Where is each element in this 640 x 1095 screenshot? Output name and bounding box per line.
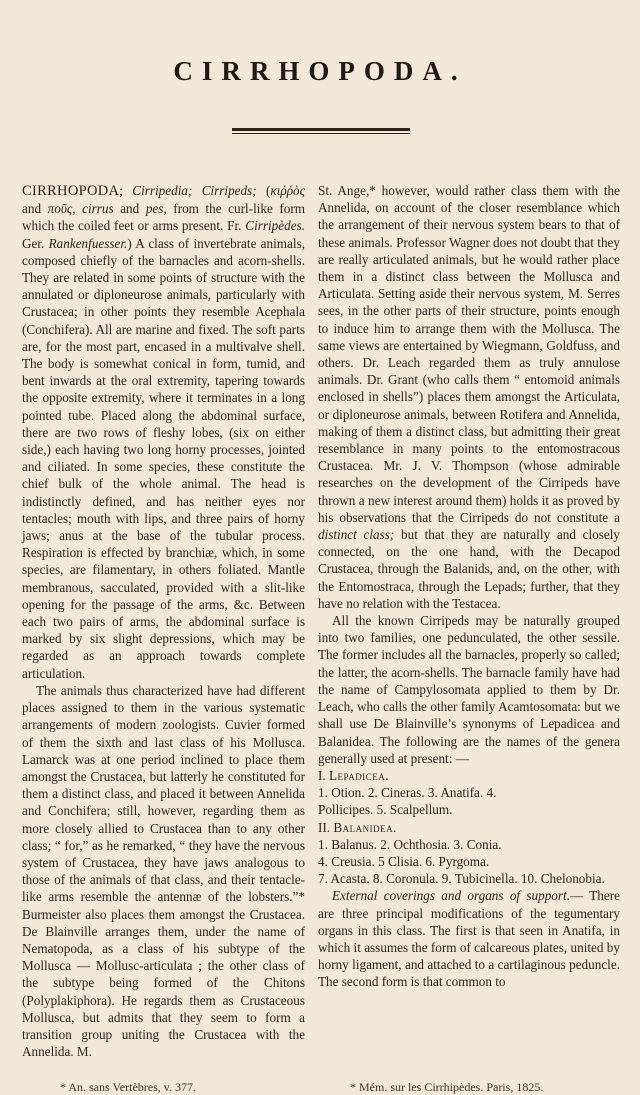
emphasis: distinct class; [318,527,395,543]
names-italic: Cirripedia; Cirripeds; [132,183,257,198]
right-paragraph-3 [318,887,620,990]
text-run: but that they are naturally and closely connected, on the one hand, with the Decapod Crustacea, through the Balanids, and, on the other, with the Entomostraca, through the Lepads; further, that they have no relation with the Testacea. [318,527,620,611]
family-name: Lepadicea. [329,767,390,783]
family-name: Balanidea. [333,819,397,835]
text-run: — There are three principal modifications of the tegumentary organs in this class. The first is that seen in Anatifa, in which it assumes the form of calcareous plates, united by horny ligament, and attached to a cartilaginous peduncle. The second form is that common to [318,888,621,990]
greek-word: κιῤῥὸς [270,183,306,198]
title-rule [232,128,410,131]
footnote-right: * Mém. sur les Cirrhipèdes. Paris, 1825. [350,1080,544,1094]
genera-list-line: 1. Balanus. 2. Ochthosia. 3. Conia. [318,836,502,852]
right-paragraph-1 [318,182,620,612]
page-title: CIRRHOPODA. [173,56,467,86]
text-run: and [120,201,140,217]
genera-list-line: 1. Otion. 2. Cineras. 3. Anatifa. 4. [318,785,497,801]
left-column [22,182,305,1060]
text-run: and [22,201,42,217]
list-number: I. [318,767,326,783]
text-run: ; [119,183,123,198]
text-run: St. Ange,* however, would rather class them with the Annelida, on account of the closer resemblance which the arrangement of their nervous system bears to that of these animals. Professor Wagner does not doubt that they are really articulated animals, but he would rather place them in a distinct class between the Mollusca and Articulata. Setting aside their nervous system, M. Serres sees, in the other parts of their structure, points enough to induce him to arrange them with the Mollusca. The same views are entertained by Wiegmann, Goldfuss, and others. Dr. Leach regarded them as truly annulose animals. Dr. Grant (who calls them “ entomoid animals enclosed in shells”) places them amongst the Articulata, or diploneurose animals, between Rotifera and Annelida, making of them a distinct class, but admitting their great resemblance in many points to the entomostracous Crustacea. Mr. J. V. Thompson (whose admirable researches on the development of the Cirripeds have thrown a new interest around them) holds it as proved by his observations that the Cirripeds do not constitute a [318,183,620,525]
section-heading-italic: External coverings and organs of support. [332,888,570,904]
text-run: from the curl-like form which the coiled feet or arms present. Fr. [22,201,306,234]
text-run: ) A class of invertebrate animals, composed chiefly of the barnacles and acorn-shells. They are related in some points of structure with the annulated or diploneurose animals, particularly with Crustacea; in other points they resemble Acephala (Conchifera). All are marine and fixed. The soft parts are, for the most part, encased in a multivalve shell. The body is somewhat conical in form, tumid, and bent inwards at the oral extremity, tapering towards the opposite extremity, where it terminates in a long pointed tube. Placed along the abdominal surface, there are two rows of fleshy lobes, (six on either side,) each having two long horny processes, jointed and ciliated. In some species, these constitute the chief bulk of the whole animal. The head is indistinctly defined, and has neither eyes nor tentacles; mouth with lips, and three pairs of horny jaws; anus at the base of the tubular process. Respiration is effected by branchiæ, which, in some species, are filamentary, in others foliated. Mantle membranous, sacculated, provided with a slit-like opening for the passage of the arms, &c. Between each two pairs of arms, the abdominal surface is marked by six slight depressions, which may be regarded as an approach towards complete articulation. [22,235,305,681]
list-number: II. [318,819,331,835]
genera-list-line: 4. Creusia. 5 Clisia. 6. Pyrgoma. [318,853,490,869]
left-paragraph-2: The animals thus characterized have had different places assigned to them in the various systematic arrangements of modern zoologists. Cuvier formed of them the sixth and last class of his Mollusca. Lamarck was at one period inclined to place them amongst the Crustacea, but latterly he constituted for them a distinct class, and placed it between Annelida and Conchifera; still, however, regarding them as more closely allied to Crustacea than to any other class; “ for,” as he remarked, “ they have the nervous system of Crustacea, they have jaws analogous to those of the animals of that class, and their tentacle-like arms resemble the antennæ of the lobsters.”* Burmeister also places them amongst the Crustacea. De Blainville arranges them, under the name of Nematopoda, as a class of his subtype of the Mollusca — Mollusc-articulata ; the other class of the subtype being formed of the Chitons (Polyplakiphora). He regards them as Crustaceous Mollusca, but admits that they seem to form a transition group uniting the Crustacea with the Annelida. M. [22,682,305,1060]
french-term: Cirripèdes. [245,218,306,234]
genera-list-line: 7. Acasta. 8. Coronula. 9. Tubicinella. 10. Chelonobia. [318,871,605,887]
genera-list-heading-2 [318,819,620,836]
text-run: ( [266,183,271,198]
german-term: Rankenfuesser. [48,235,128,251]
title-rule-thin [232,133,410,134]
greek-word: ποῦς, [47,201,76,217]
right-paragraph-2: All the known Cirripeds may be naturally grouped into two families, one pedunculated, the other sessile. The former includes all the barnacles, properly so called; the latter, the acorn-shells. The barnacle family have had the name of Campylosomata applied to them by Dr. Leach, who calls the other family Acamtosomata: but we shall use De Blainville’s synonyms of Lepadicea and Balanidea. The following are the names of the genera generally used at present: — [318,613,620,766]
text-run: Ger. [22,235,45,251]
latin-word: pes, [145,201,167,217]
genera-list-line: Pollicipes. 5. Scalpellum. [318,802,453,818]
latin-word: cirrus [82,201,114,217]
right-column [318,182,620,991]
left-paragraph-1 [22,182,305,682]
footnote-left: * An. sans Vertèbres, v. 377. [60,1080,196,1094]
genera-list-heading-1 [318,767,620,784]
lead-term: CIRRHOPODA [22,183,120,199]
